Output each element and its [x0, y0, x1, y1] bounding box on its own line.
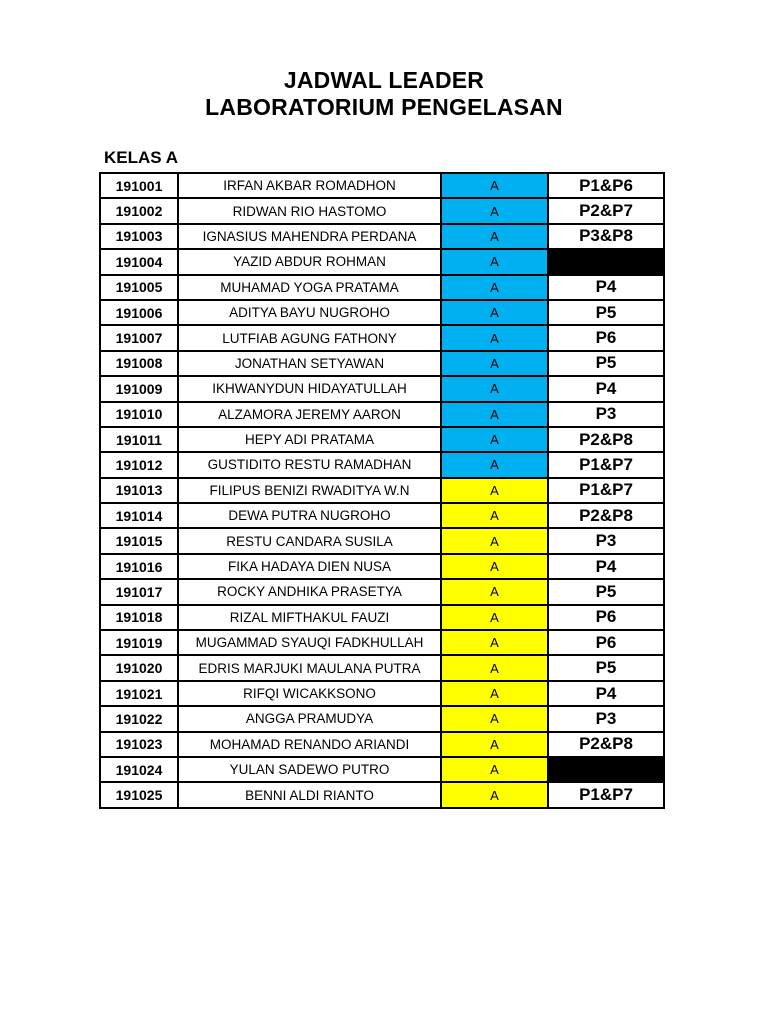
student-name-cell: BENNI ALDI RIANTO	[178, 782, 441, 807]
class-section-label: KELAS A	[104, 148, 178, 167]
student-name-cell: GUSTIDITO RESTU RAMADHAN	[178, 452, 441, 477]
class-cell: A	[441, 275, 548, 300]
student-id-cell: 191011	[100, 427, 178, 452]
class-cell: A	[441, 351, 548, 376]
document-subtitle: LABORATORIUM PENGELASAN	[205, 94, 563, 120]
class-cell: A	[441, 224, 548, 249]
student-id-cell: 191012	[100, 452, 178, 477]
student-name-cell: IKHWANYDUN HIDAYATULLAH	[178, 376, 441, 401]
class-cell: A	[441, 325, 548, 350]
class-cell: A	[441, 452, 548, 477]
table-row	[100, 275, 664, 300]
schedule-cell: P4	[548, 554, 664, 579]
student-id-cell: 191017	[100, 579, 178, 604]
schedule-cell: P2&P8	[548, 732, 664, 757]
student-name-cell: IGNASIUS MAHENDRA PERDANA	[178, 224, 441, 249]
document-title: JADWAL LEADER	[283, 67, 485, 93]
schedule-cell: P4	[548, 376, 664, 401]
student-name-cell: RIFQI WICAKKSONO	[178, 681, 441, 706]
table-row	[100, 300, 664, 325]
table-row	[100, 706, 664, 731]
schedule-cell: P5	[548, 579, 664, 604]
student-id-cell: 191023	[100, 732, 178, 757]
schedule-cell	[548, 249, 664, 274]
student-id-cell: 191021	[100, 681, 178, 706]
class-cell: A	[441, 554, 548, 579]
schedule-cell: P1&P6	[548, 173, 664, 198]
class-cell: A	[441, 198, 548, 223]
student-name-cell: MUGAMMAD SYAUQI FADKHULLAH	[178, 630, 441, 655]
class-cell: A	[441, 757, 548, 782]
student-id-cell: 191018	[100, 605, 178, 630]
table-row	[100, 325, 664, 350]
student-id-cell: 191001	[100, 173, 178, 198]
class-cell: A	[441, 528, 548, 553]
student-name-cell: HEPY ADI PRATAMA	[178, 427, 441, 452]
student-id-cell: 191013	[100, 478, 178, 503]
class-cell: A	[441, 579, 548, 604]
table-row	[100, 224, 664, 249]
student-name-cell: LUTFIAB AGUNG FATHONY	[178, 325, 441, 350]
student-id-cell: 191002	[100, 198, 178, 223]
student-id-cell: 191005	[100, 275, 178, 300]
student-name-cell: EDRIS MARJUKI MAULANA PUTRA	[178, 655, 441, 680]
student-name-cell: ADITYA BAYU NUGROHO	[178, 300, 441, 325]
schedule-cell: P5	[548, 655, 664, 680]
student-id-cell: 191022	[100, 706, 178, 731]
schedule-cell: P3	[548, 528, 664, 553]
student-name-cell: IRFAN AKBAR ROMADHON	[178, 173, 441, 198]
table-row	[100, 605, 664, 630]
student-name-cell: ROCKY ANDHIKA PRASETYA	[178, 579, 441, 604]
schedule-cell: P2&P8	[548, 427, 664, 452]
table-row	[100, 732, 664, 757]
schedule-cell: P6	[548, 605, 664, 630]
student-id-cell: 191003	[100, 224, 178, 249]
table-row	[100, 503, 664, 528]
schedule-cell: P5	[548, 300, 664, 325]
student-name-cell: ANGGA PRAMUDYA	[178, 706, 441, 731]
schedule-cell: P1&P7	[548, 478, 664, 503]
student-id-cell: 191020	[100, 655, 178, 680]
student-name-cell: YULAN SADEWO PUTRO	[178, 757, 441, 782]
student-id-cell: 191010	[100, 402, 178, 427]
student-id-cell: 191007	[100, 325, 178, 350]
table-body	[100, 173, 664, 808]
schedule-cell	[548, 757, 664, 782]
schedule-cell: P5	[548, 351, 664, 376]
class-cell: A	[441, 630, 548, 655]
schedule-cell: P3	[548, 706, 664, 731]
class-cell: A	[441, 782, 548, 807]
schedule-cell: P3	[548, 402, 664, 427]
table-row	[100, 376, 664, 401]
student-name-cell: ALZAMORA JEREMY AARON	[178, 402, 441, 427]
table-row	[100, 782, 664, 807]
class-cell: A	[441, 427, 548, 452]
schedule-cell: P1&P7	[548, 452, 664, 477]
class-cell: A	[441, 605, 548, 630]
class-cell: A	[441, 706, 548, 731]
student-name-cell: MUHAMAD YOGA PRATAMA	[178, 275, 441, 300]
class-cell: A	[441, 503, 548, 528]
student-name-cell: RIDWAN RIO HASTOMO	[178, 198, 441, 223]
schedule-cell: P3&P8	[548, 224, 664, 249]
table-row	[100, 351, 664, 376]
class-cell: A	[441, 402, 548, 427]
table-row	[100, 173, 664, 198]
student-id-cell: 191019	[100, 630, 178, 655]
leader-schedule-table	[99, 172, 665, 809]
student-name-cell: FILIPUS BENIZI RWADITYA W.N	[178, 478, 441, 503]
student-id-cell: 191014	[100, 503, 178, 528]
table-row	[100, 528, 664, 553]
student-name-cell: YAZID ABDUR ROHMAN	[178, 249, 441, 274]
class-cell: A	[441, 655, 548, 680]
class-cell: A	[441, 249, 548, 274]
student-id-cell: 191006	[100, 300, 178, 325]
student-name-cell: MOHAMAD RENANDO ARIANDI	[178, 732, 441, 757]
student-id-cell: 191015	[100, 528, 178, 553]
student-name-cell: FIKA HADAYA DIEN NUSA	[178, 554, 441, 579]
class-cell: A	[441, 681, 548, 706]
class-cell: A	[441, 478, 548, 503]
schedule-cell: P4	[548, 275, 664, 300]
table-row	[100, 655, 664, 680]
student-id-cell: 191024	[100, 757, 178, 782]
table-row	[100, 198, 664, 223]
class-cell: A	[441, 376, 548, 401]
schedule-cell: P2&P8	[548, 503, 664, 528]
table-row	[100, 757, 664, 782]
schedule-cell: P6	[548, 630, 664, 655]
table-row	[100, 630, 664, 655]
student-id-cell: 191008	[100, 351, 178, 376]
table-row	[100, 554, 664, 579]
table-row	[100, 478, 664, 503]
class-cell: A	[441, 300, 548, 325]
student-id-cell: 191009	[100, 376, 178, 401]
table-row	[100, 579, 664, 604]
schedule-cell: P2&P7	[548, 198, 664, 223]
class-cell: A	[441, 732, 548, 757]
schedule-cell: P6	[548, 325, 664, 350]
table-row	[100, 452, 664, 477]
schedule-cell: P1&P7	[548, 782, 664, 807]
student-name-cell: RIZAL MIFTHAKUL FAUZI	[178, 605, 441, 630]
class-cell: A	[441, 173, 548, 198]
schedule-cell: P4	[548, 681, 664, 706]
student-id-cell: 191025	[100, 782, 178, 807]
student-id-cell: 191004	[100, 249, 178, 274]
table-row	[100, 681, 664, 706]
student-name-cell: RESTU CANDARA SUSILA	[178, 528, 441, 553]
student-name-cell: DEWA PUTRA NUGROHO	[178, 503, 441, 528]
table-row	[100, 427, 664, 452]
student-name-cell: JONATHAN SETYAWAN	[178, 351, 441, 376]
table-row	[100, 249, 664, 274]
student-id-cell: 191016	[100, 554, 178, 579]
table-row	[100, 402, 664, 427]
